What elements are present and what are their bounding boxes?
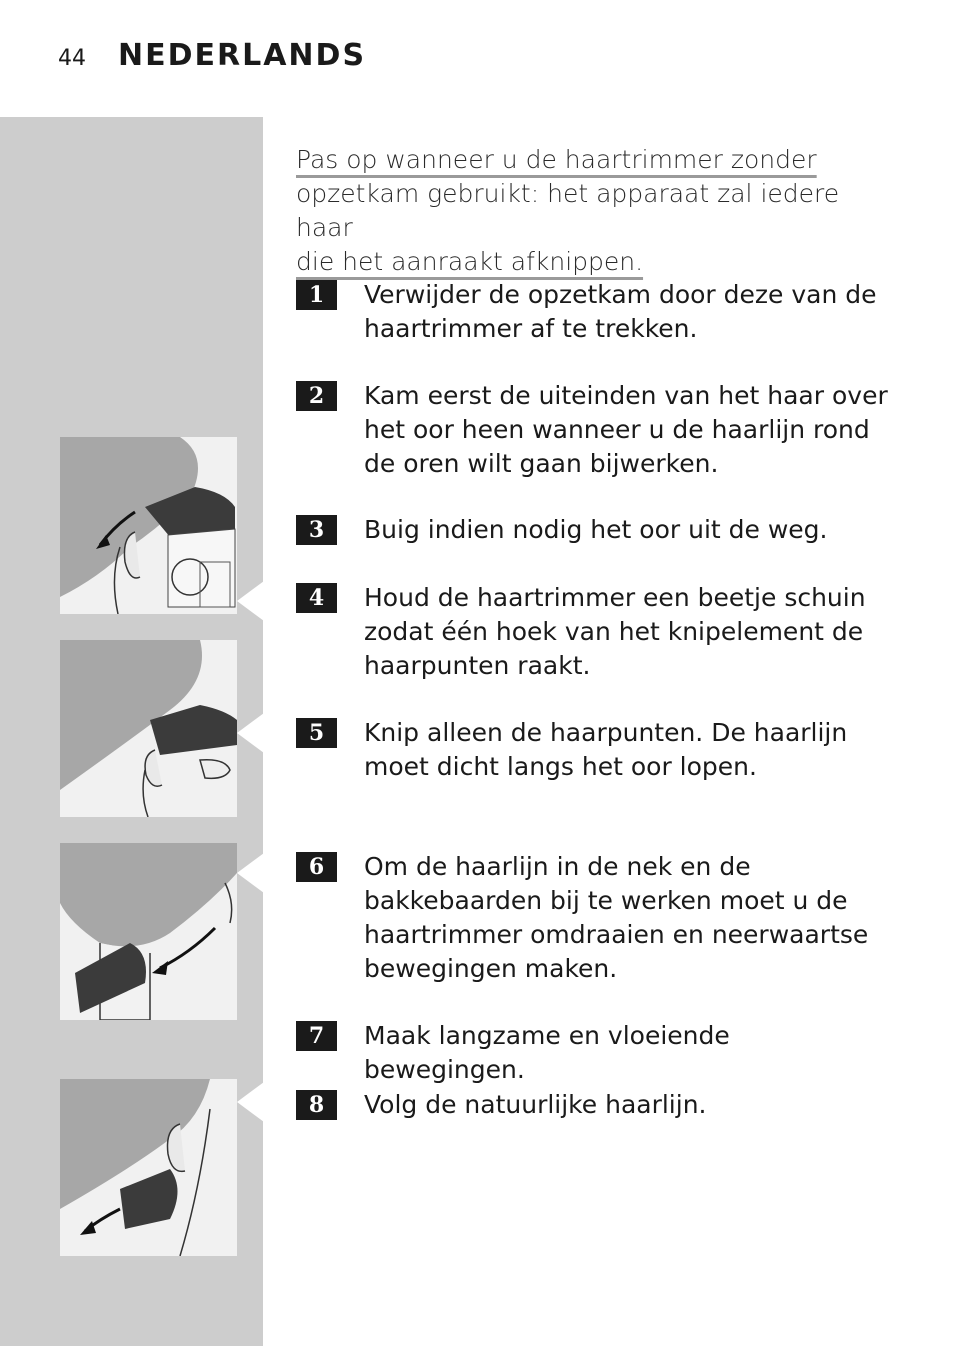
step-text: Houd de haartrimmer een beetje schuin zodat één hoek van het knipelement de haarpunten raakt. [364, 583, 866, 680]
step-number: 6 [296, 852, 337, 882]
step-text: Volg de natuurlijke haarlijn. [364, 1090, 707, 1119]
step-text: Knip alleen de haarpunten. De haarlijn moet dicht langs het oor lopen. [364, 718, 848, 781]
page-number: 44 [58, 46, 86, 71]
trimmer-ear-zoom-illustration [60, 437, 237, 614]
step-number: 5 [296, 718, 337, 748]
step-text: Buig indien nodig het oor uit de weg. [364, 515, 828, 544]
illustration-pointer [237, 713, 264, 753]
illustration-pointer [237, 853, 264, 893]
section-title: NEDERLANDS [118, 38, 367, 73]
trimmer-sideburn-illustration [60, 1079, 237, 1256]
step-number: 8 [296, 1090, 337, 1120]
illustration-pointer [237, 581, 264, 621]
warning-note-line: Pas op wanneer u de haartrimmer zonder [296, 145, 817, 174]
step-text: Om de haarlijn in de nek en de bakkebaarden bij te werken moet u de haartrimmer omdraaien en neerwaartse bewegingen maken. [364, 852, 869, 983]
step-number: 1 [296, 280, 337, 310]
warning-note-line: opzetkam gebruikt: het apparaat zal iedere haar [296, 179, 840, 242]
step-text: Verwijder de opzetkam door deze van de haartrimmer af te trekken. [364, 280, 877, 343]
step-number: 3 [296, 515, 337, 545]
step-text: Kam eerst de uiteinden van het haar over het oor heen wanneer u de haarlijn rond de oren wilt gaan bijwerken. [364, 381, 888, 478]
illustration-pointer [237, 1082, 264, 1122]
trimmer-neck-illustration [60, 843, 237, 1020]
warning-note-line: die het aanraakt afknippen. [296, 247, 644, 276]
step-text: Maak langzame en vloeiende bewegingen. [364, 1021, 730, 1084]
warning-note [296, 143, 886, 279]
trimmer-ear-illustration [60, 640, 237, 817]
step-number: 2 [296, 381, 337, 411]
step-number: 7 [296, 1021, 337, 1051]
step-number: 4 [296, 583, 337, 613]
